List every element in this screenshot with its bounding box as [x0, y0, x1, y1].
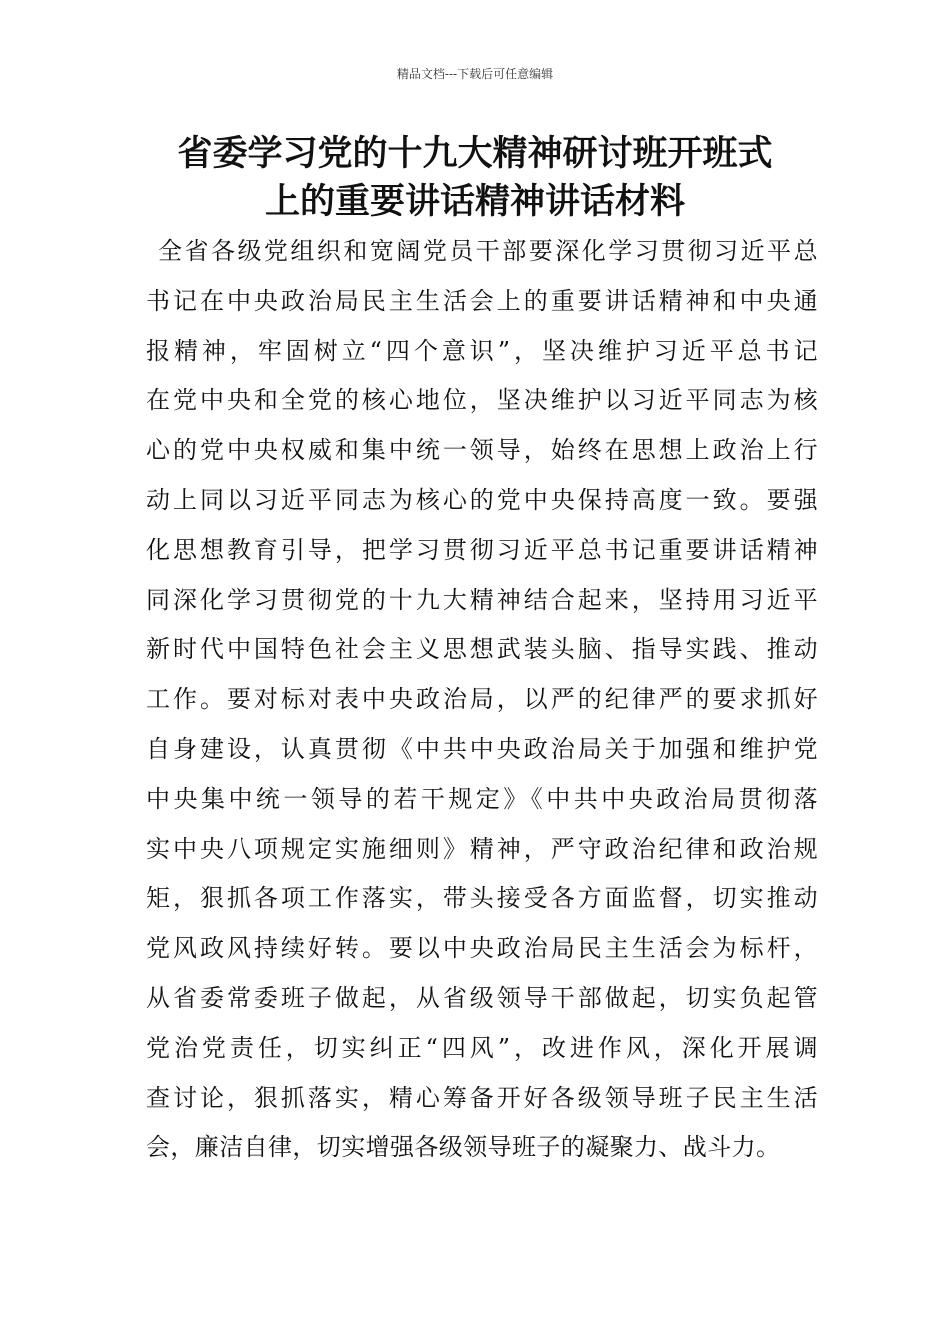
- body-line: 中央集中统一领导的若干规定》《中共中央政治局贯彻落: [146, 784, 818, 813]
- document-body: [146, 227, 818, 1173]
- body-line: 新时代中国特色社会主义思想武装头脑、指导实践、推动: [146, 635, 818, 664]
- body-line: 党治党责任，切实纠正“四风”，改进作风，深化开展调: [146, 1033, 818, 1062]
- body-line: 化思想教育引导，把学习贯彻习近平总书记重要讲话精神: [146, 535, 818, 564]
- body-line: 会，廉洁自律，切实增强各级领导班子的凝聚力、战斗力。: [146, 1133, 781, 1162]
- document-title-line-1: 省委学习党的十九大精神研讨班开班式: [177, 134, 773, 174]
- body-line: 工作。要对标对表中央政治局，以严的纪律严的要求抓好: [146, 685, 818, 714]
- body-line: 党风政风持续好转。要以中央政治局民主生活会为标杆，: [146, 934, 818, 963]
- body-line: 报精神，牢固树立“四个意识”，坚决维护习近平总书记: [146, 336, 818, 365]
- body-line: 自身建设，认真贯彻《中共中央政治局关于加强和维护党: [146, 734, 818, 763]
- document-title-line-2: 上的重要讲话精神讲话材料: [264, 182, 685, 222]
- page-header-watermark: 精品文档---下载后可任意编辑: [396, 67, 554, 81]
- body-line: 查讨论，狠抓落实，精心筹备开好各级领导班子民主生活: [146, 1083, 818, 1112]
- body-line: 全省各级党组织和宽阔党员干部要深化学习贯彻习近平总: [158, 237, 818, 265]
- body-line: 书记在中央政治局民主生活会上的重要讲话精神和中央通: [146, 286, 818, 315]
- body-line: 实中央八项规定实施细则》精神，严守政治纪律和政治规: [146, 834, 818, 863]
- body-line: 在党中央和全党的核心地位，坚决维护以习近平同志为核: [146, 386, 818, 415]
- body-line: 心的党中央权威和集中统一领导，始终在思想上政治上行: [146, 436, 818, 465]
- body-line: 同深化学习贯彻党的十九大精神结合起来，坚持用习近平: [146, 585, 818, 614]
- document-title: [80, 130, 870, 226]
- body-line: 矩，狠抓各项工作落实，带头接受各方面监督，切实推动: [146, 884, 818, 913]
- body-line: 动上同以习近平同志为核心的党中央保持高度一致。要强: [146, 485, 818, 514]
- body-line: 从省委常委班子做起，从省级领导干部做起，切实负起管: [146, 983, 818, 1012]
